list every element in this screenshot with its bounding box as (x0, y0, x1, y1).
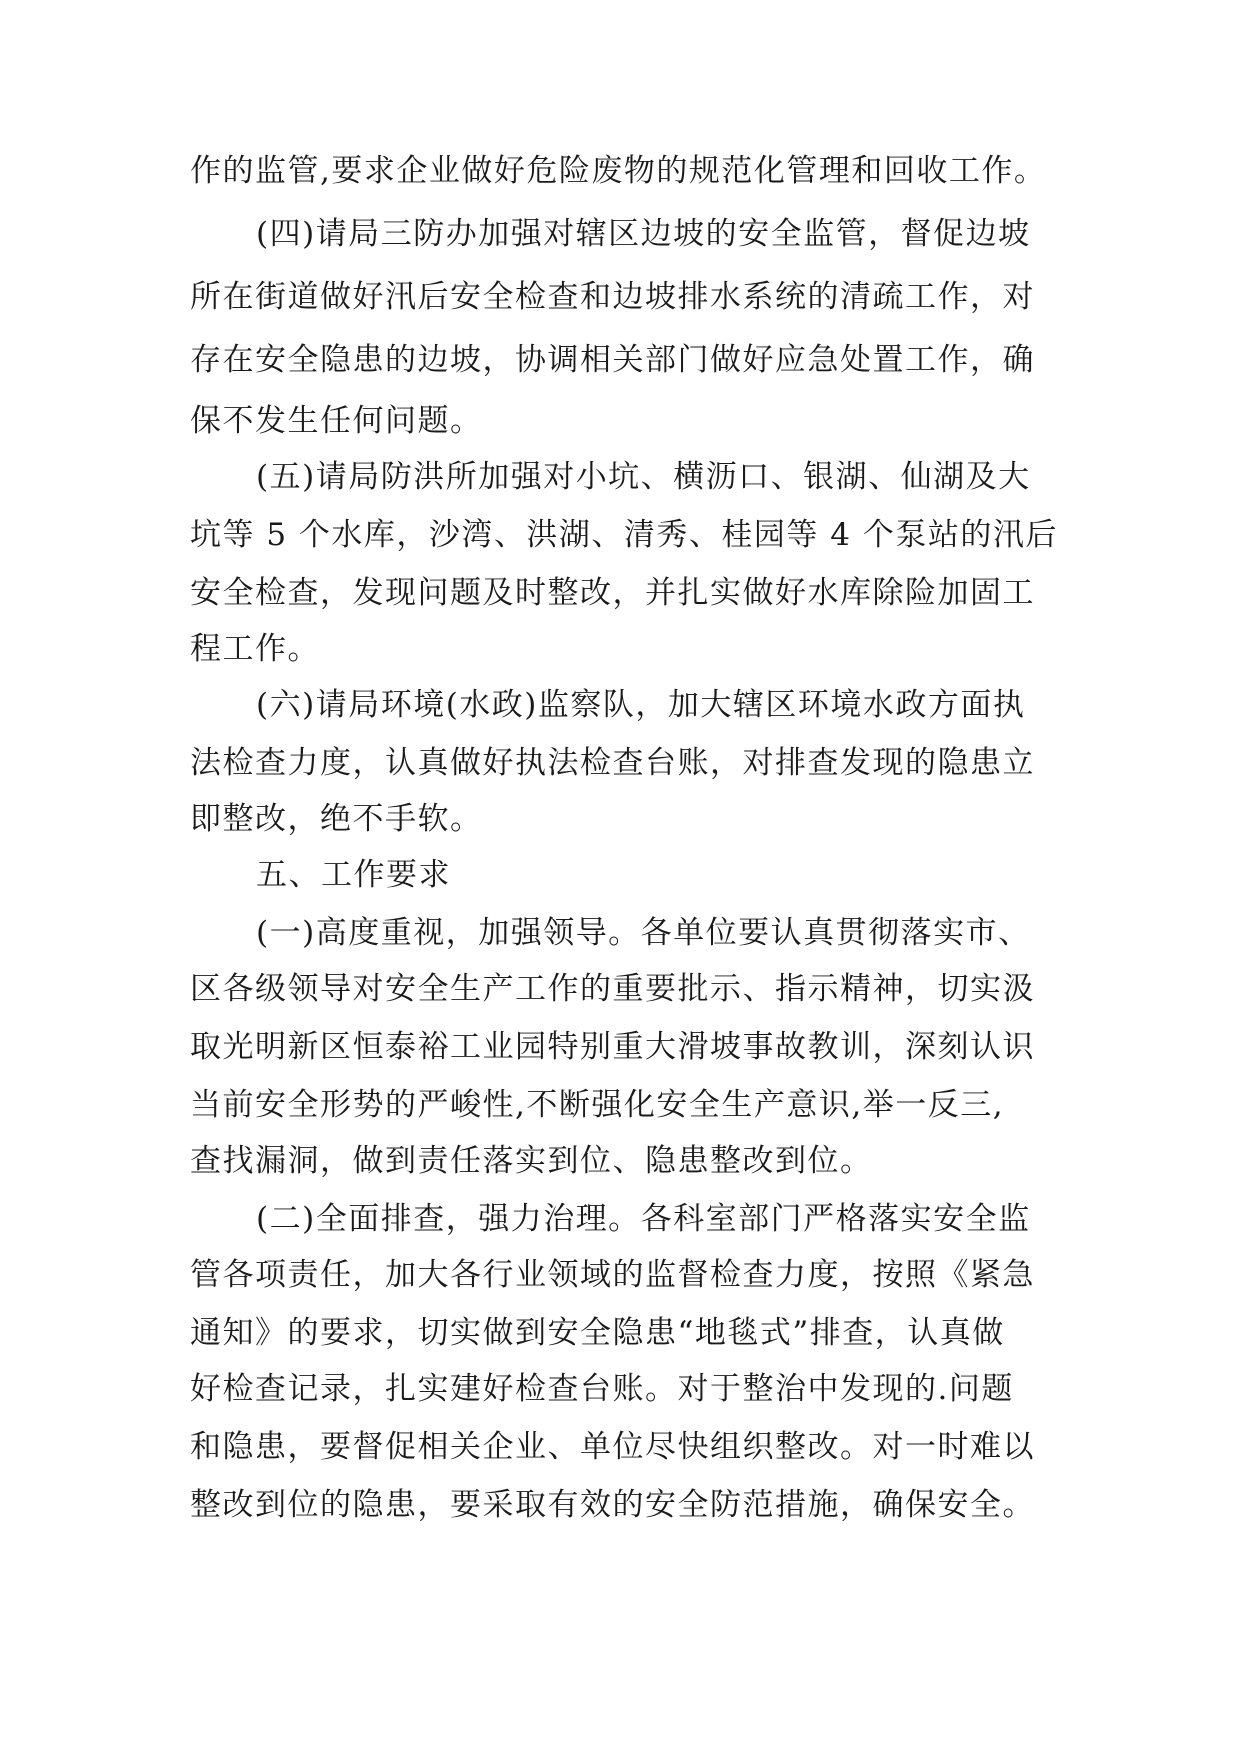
text-line-11: 法检查力度，认真做好执法检查台账，对排查发现的隐患立 (190, 745, 1035, 781)
text-line-22: 好检查记录，扎实建好检查台账。对于整治中发现的.问题 (190, 1371, 1014, 1407)
text-line-4: 存在安全隐患的边坡，协调相关部门做好应急处置工作，确 (190, 342, 1035, 378)
text-line-10: (六)请局环境(水政)监察队，加大辖区环境水政方面执 (256, 687, 1026, 723)
text-line-18: 查找漏洞，做到责任落实到位、隐患整改到位。 (190, 1143, 873, 1179)
text-line-23: 和隐患，要督促相关企业、单位尽快组织整改。对一时难以 (190, 1429, 1035, 1465)
text-line-24: 整改到位的隐患，要采取有效的安全防范措施，确保安全。 (190, 1487, 1035, 1523)
text-line-15: 区各级领导对安全生产工作的重要批示、指示精神，切实汲 (190, 971, 1035, 1007)
text-line-20: 管各项责任，加大各行业领域的监督检查力度，按照《紧急 (190, 1257, 1035, 1293)
text-line-1: 作的监管,要求企业做好危险废物的规范化管理和回收工作。 (190, 153, 1047, 189)
text-line-5: 保不发生任何问题。 (190, 403, 483, 439)
text-line-16: 取光明新区恒泰裕工业园特别重大滑坡事故教训，深刻认识 (190, 1029, 1035, 1065)
text-line-2: (四)请局三防办加强对辖区边坡的安全监管，督促边坡 (256, 216, 1031, 252)
text-line-21: 通知》的要求，切实做到安全隐患“地毯式”排查，认真做 (190, 1315, 1005, 1351)
text-line-3: 所在街道做好汛后安全检查和边坡排水系统的清疏工作，对 (190, 279, 1035, 315)
text-line-17: 当前安全形势的严峻性,不断强化安全生产意识,举一反三, (190, 1087, 1005, 1123)
section-heading: 五、工作要求 (256, 857, 451, 893)
text-line-14: (一)高度重视，加强领导。各单位要认真贯彻落实市、 (256, 915, 1031, 951)
text-line-9: 程工作。 (190, 631, 320, 667)
text-line-7: 坑等 5 个水库，沙湾、洪湖、清秀、桂园等 4 个泵站的汛后 (190, 517, 1058, 553)
text-line-19: (二)全面排查，强力治理。各科室部门严格落实安全监 (256, 1201, 1031, 1237)
text-line-8: 安全检查，发现问题及时整改，并扎实做好水库除险加固工 (190, 575, 1035, 611)
text-line-6: (五)请局防洪所加强对小坑、横沥口、银湖、仙湖及大 (256, 459, 1031, 495)
text-line-12: 即整改，绝不手软。 (190, 801, 483, 837)
